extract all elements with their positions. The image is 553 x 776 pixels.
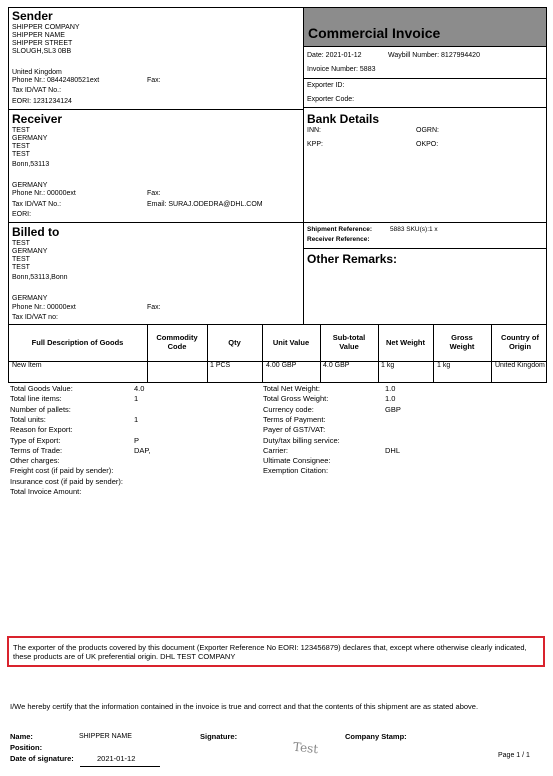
name-label: Name: bbox=[10, 732, 33, 741]
summary-value: GBP bbox=[385, 404, 401, 414]
summary-row bbox=[10, 394, 139, 404]
receiver-ref-label: Receiver Reference: bbox=[307, 236, 370, 243]
summary-label: Total Invoice Amount: bbox=[10, 487, 82, 496]
shipment-ref-value: 5883 SKU(s):1 x bbox=[390, 226, 438, 233]
shipment-ref-label: Shipment Reference: bbox=[307, 226, 373, 233]
summary-row bbox=[263, 456, 331, 466]
summary-row bbox=[10, 477, 123, 487]
table-cell-subtotal: 4.0 GBP bbox=[323, 362, 350, 369]
receiver-heading: Receiver bbox=[12, 112, 63, 126]
declaration-text: The exporter of the products covered by this document (Exporter Reference No EORI: 123456879) declares that, except where otherwise clearly indicated, these products are of UK preferential origin. DHL TEST COMPANY bbox=[13, 643, 527, 661]
title-divider bbox=[303, 46, 547, 47]
billed-line: TEST bbox=[12, 264, 30, 271]
date-of-signature-label: Date of signature: bbox=[10, 754, 74, 763]
table-col-line bbox=[433, 324, 434, 383]
sender-line: SHIPPER STREET bbox=[12, 40, 73, 47]
stamp-label: Company Stamp: bbox=[345, 732, 407, 741]
summary-label: Payer of GST/VAT: bbox=[263, 425, 326, 435]
summary-row bbox=[263, 466, 328, 476]
table-col-line bbox=[147, 324, 148, 383]
summary-label: Total units: bbox=[10, 414, 46, 424]
receiver-taxid: Tax ID/VAT No.: bbox=[12, 201, 62, 208]
table-cell-origin: United Kingdom bbox=[495, 362, 545, 369]
billed-section bbox=[12, 226, 300, 282]
receiver-section bbox=[12, 113, 300, 169]
table-cell-description: New Item bbox=[12, 362, 42, 369]
sender-line: SHIPPER NAME bbox=[12, 32, 65, 39]
receiver-line: GERMANY bbox=[12, 135, 48, 142]
billed-line: TEST bbox=[12, 256, 30, 263]
table-header-origin: Country of Origin bbox=[501, 333, 539, 351]
summary-value: 1.0 bbox=[385, 384, 396, 393]
summary-label: Duty/tax billing service: bbox=[263, 435, 340, 445]
summary-label: Exemption Citation: bbox=[263, 466, 329, 476]
table-cell-unit-value: 4.00 GBP bbox=[266, 362, 297, 369]
billed-country: GERMANY bbox=[12, 295, 48, 302]
bank-inn: INN: bbox=[307, 127, 321, 134]
summary-value: 1 bbox=[134, 394, 139, 404]
summary-label: Terms of Trade: bbox=[10, 445, 63, 455]
summary-label: Reason for Export: bbox=[10, 425, 73, 435]
summary-label: Freight cost (if paid by sender): bbox=[10, 466, 114, 476]
table-cell-gross-weight: 1 kg bbox=[437, 362, 451, 369]
billed-line: TEST bbox=[12, 240, 30, 247]
summary-row bbox=[10, 425, 73, 435]
summary-label: Number of pallets: bbox=[10, 404, 71, 414]
summary-label: Other charges: bbox=[10, 456, 60, 466]
summary-row bbox=[10, 414, 139, 425]
sender-line: SHIPPER COMPANY bbox=[12, 24, 80, 31]
summary-row bbox=[263, 415, 326, 425]
sender-line: SLOUGH,SL3 0BB bbox=[12, 48, 72, 55]
sender-section bbox=[12, 10, 300, 56]
billed-phone: Phone Nr.: 00000ext bbox=[12, 304, 76, 311]
summary-row bbox=[10, 435, 140, 446]
billed-heading: Billed to bbox=[12, 225, 60, 239]
shipment-divider bbox=[303, 248, 547, 249]
declaration-box bbox=[7, 636, 545, 667]
table-cell-qty: 1 PCS bbox=[210, 362, 231, 369]
bank-heading: Bank Details bbox=[307, 112, 380, 126]
sender-receiver-divider bbox=[8, 109, 304, 110]
summary-label: Total Gross Weight: bbox=[263, 394, 329, 404]
exporter-code: Exporter Code: bbox=[307, 96, 355, 103]
table-col-line bbox=[491, 324, 492, 383]
summary-label: Carrier: bbox=[263, 445, 289, 455]
invoice-info-divider bbox=[303, 78, 547, 79]
name-value: SHIPPER NAME bbox=[79, 733, 132, 740]
receiver-eori: EORI: bbox=[12, 211, 32, 218]
summary-value: 1.0 bbox=[385, 394, 396, 404]
position-label: Position: bbox=[10, 743, 43, 752]
bank-kpp: KPP: bbox=[307, 141, 323, 148]
summary-row bbox=[263, 394, 396, 404]
signature-label: Signature: bbox=[200, 732, 238, 741]
table-header-description: Full Description of Goods bbox=[31, 337, 124, 347]
sender-phone: Phone Nr.: 08442480521ext bbox=[12, 77, 100, 84]
table-header-net-weight: Net Weight bbox=[385, 337, 426, 347]
summary-label: Terms of Payment: bbox=[263, 414, 326, 424]
receiver-billed-divider bbox=[8, 222, 304, 223]
summary-row bbox=[10, 487, 81, 497]
invoice-date: Date: 2021-01-12 bbox=[307, 52, 362, 59]
summary-label: Total line items: bbox=[10, 394, 62, 404]
summary-row bbox=[263, 384, 396, 394]
summary-label: Type of Export: bbox=[10, 435, 61, 445]
sender-eori: EORI: 1231234124 bbox=[12, 98, 72, 105]
summary-value: 1 bbox=[134, 414, 139, 424]
remarks-heading: Other Remarks: bbox=[307, 252, 398, 266]
page-number: Page 1 / 1 bbox=[498, 752, 530, 759]
summary-row bbox=[263, 404, 401, 415]
invoice-number: Invoice Number: 5883 bbox=[307, 66, 376, 73]
table-header-gross-weight: Gross Weight bbox=[449, 333, 475, 351]
table-header-subtotal: Sub-total Value bbox=[332, 333, 366, 351]
bank-okpo: OKPO: bbox=[416, 141, 439, 148]
sender-country: United Kingdom bbox=[12, 69, 62, 76]
billed-fax: Fax: bbox=[147, 304, 161, 311]
summary-value: DAP, bbox=[134, 445, 151, 455]
summary-row bbox=[263, 436, 340, 446]
billed-taxid: Tax ID/VAT no: bbox=[12, 314, 58, 321]
table-header-unit-value: Unit Value bbox=[272, 337, 310, 347]
receiver-line: Bonn,53113 bbox=[12, 161, 50, 168]
sender-taxid: Tax ID/VAT No.: bbox=[12, 87, 62, 94]
receiver-line: TEST bbox=[12, 151, 30, 158]
invoice-title: Commercial Invoice bbox=[308, 25, 441, 41]
summary-row bbox=[10, 466, 113, 476]
summary-row bbox=[263, 445, 401, 456]
summary-value: DHL bbox=[385, 445, 401, 455]
summary-row bbox=[10, 405, 71, 415]
bank-divider bbox=[303, 222, 547, 223]
waybill-number: Waybill Number: 8127994420 bbox=[388, 52, 480, 59]
receiver-country: GERMANY bbox=[12, 182, 48, 189]
exporter-divider bbox=[303, 107, 547, 108]
column-divider bbox=[303, 7, 304, 324]
summary-label: Ultimate Consignee: bbox=[263, 456, 331, 466]
receiver-line: TEST bbox=[12, 127, 30, 134]
receiver-fax: Fax: bbox=[147, 190, 161, 197]
date-underline bbox=[80, 766, 160, 767]
table-cell-net-weight: 1 kg bbox=[381, 362, 395, 369]
summary-row bbox=[10, 445, 151, 456]
sender-heading: Sender bbox=[12, 9, 53, 23]
table-header-commodity: Commodity Code bbox=[156, 333, 198, 351]
exporter-id: Exporter ID: bbox=[307, 82, 345, 89]
handwritten-signature: Test bbox=[292, 739, 319, 757]
summary-label: Total Goods Value: bbox=[10, 384, 73, 393]
sender-fax: Fax: bbox=[147, 77, 161, 84]
table-col-line bbox=[320, 324, 321, 383]
summary-value: 4.0 bbox=[134, 384, 145, 393]
summary-row bbox=[263, 425, 325, 435]
billed-line: GERMANY bbox=[12, 248, 48, 255]
summary-row bbox=[10, 456, 60, 466]
certify-text: I/We hereby certify that the information contained in the invoice is true and correct and that the contents of this shipment are as stated above. bbox=[10, 702, 479, 711]
receiver-phone: Phone Nr.: 00000ext bbox=[12, 190, 76, 197]
summary-label: Total Net Weight: bbox=[263, 384, 320, 393]
summary-label: Insurance cost (if paid by sender): bbox=[10, 476, 123, 486]
table-header-qty: Qty bbox=[228, 337, 241, 347]
summary-value: P bbox=[134, 435, 140, 445]
receiver-line: TEST bbox=[12, 143, 30, 150]
billed-line: Bonn,53113,Bonn bbox=[12, 274, 68, 281]
receiver-email: Email: SURAJ.ODEDRA@DHL.COM bbox=[147, 201, 263, 208]
summary-label: Currency code: bbox=[263, 404, 314, 414]
summary-row bbox=[10, 384, 145, 394]
bank-ogrn: OGRN: bbox=[416, 127, 439, 134]
date-of-signature-value: 2021-01-12 bbox=[97, 754, 136, 763]
